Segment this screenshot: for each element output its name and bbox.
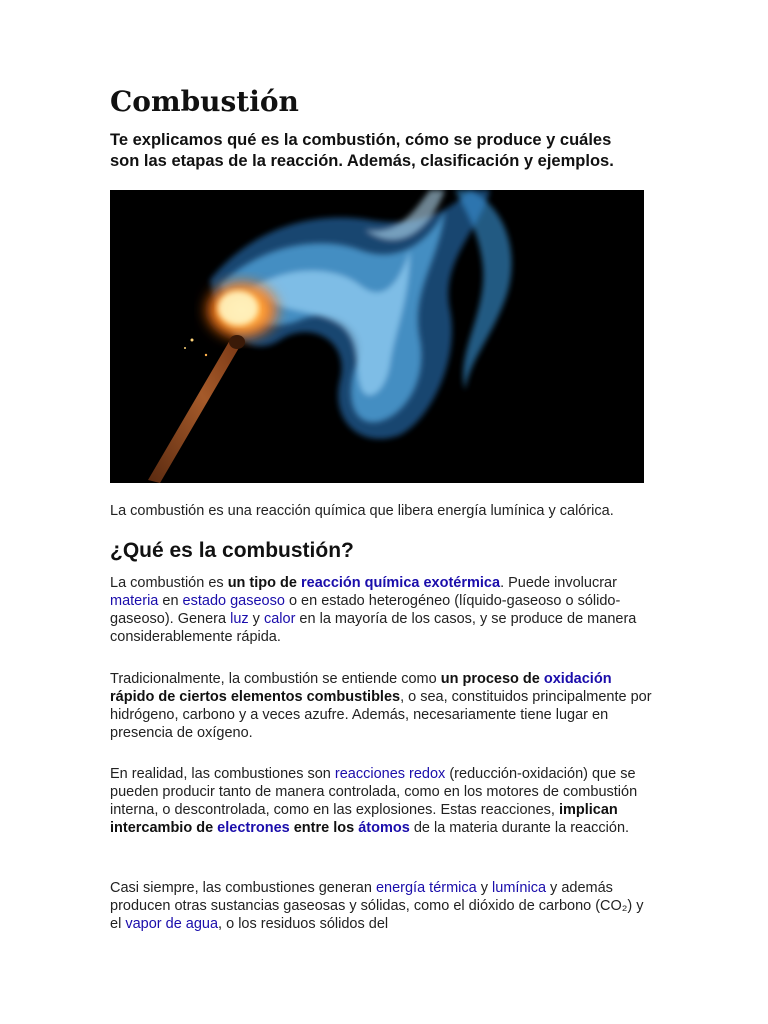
link-electrones[interactable]: electrones bbox=[217, 820, 290, 836]
section-heading: ¿Qué es la combustión? bbox=[110, 539, 354, 562]
link-oxidacion[interactable]: oxidación bbox=[543, 671, 612, 687]
match-flame-illustration bbox=[110, 190, 644, 483]
link-energia-termica[interactable]: energía térmica bbox=[375, 880, 477, 896]
link-reaccion-quimica-exotermica[interactable]: reacción química exotérmica bbox=[300, 575, 501, 591]
paragraph-3: En realidad, las combustiones son reacciones redox (reducción-oxidación) que se pueden producir tanto de manera controlada, como en los motores de combustión interna, o descontrolada, como en las explosiones. Estas reacciones, implican intercambio de electrones entre los átomos de la materia durante la reacción. bbox=[110, 766, 638, 836]
page-title: Combustión bbox=[110, 85, 299, 118]
article bbox=[110, 84, 655, 932]
hero-image-burning-match bbox=[110, 190, 644, 483]
paragraph-1: La combustión es un tipo de reacción química exotérmica. Puede involucrar materia en estado gaseoso o en estado heterogéneo (líquido-gaseoso o sólido-gaseoso). Genera luz y calor en la mayoría de los casos, y se produce de manera considerablemente rápida. bbox=[110, 575, 637, 645]
link-luminica[interactable]: lumínica bbox=[492, 880, 547, 896]
link-estado-gaseoso[interactable]: estado gaseoso bbox=[182, 593, 285, 609]
link-atomos[interactable]: átomos bbox=[358, 820, 410, 836]
paragraph-2: Tradicionalmente, la combustión se entiende como un proceso de oxidación rápido de ciertos elementos combustibles, o sea, constituidos principalmente por hidrógeno, carbono y a veces azufre. Además, necesariamente tiene lugar en presencia de oxígeno. bbox=[110, 671, 652, 741]
link-vapor-de-agua[interactable]: vapor de agua bbox=[125, 916, 219, 932]
link-calor[interactable]: calor bbox=[263, 611, 296, 627]
image-caption: La combustión es una reacción química que libera energía lumínica y calórica. bbox=[110, 503, 614, 519]
paragraph-4: Casi siempre, las combustiones generan energía térmica y lumínica y además producen otras sustancias gaseosas y sólidas, como el dióxido de carbono (CO₂) y el vapor de agua, o los residuos sólidos del bbox=[110, 880, 644, 932]
link-luz[interactable]: luz bbox=[230, 611, 249, 627]
link-materia[interactable]: materia bbox=[110, 593, 159, 609]
article-subtitle: Te explicamos qué es la combustión, cómo se produce y cuáles son las etapas de la reacción. Además, clasificación y ejemplos. bbox=[110, 131, 614, 170]
link-reacciones-redox[interactable]: reacciones redox bbox=[334, 766, 446, 782]
